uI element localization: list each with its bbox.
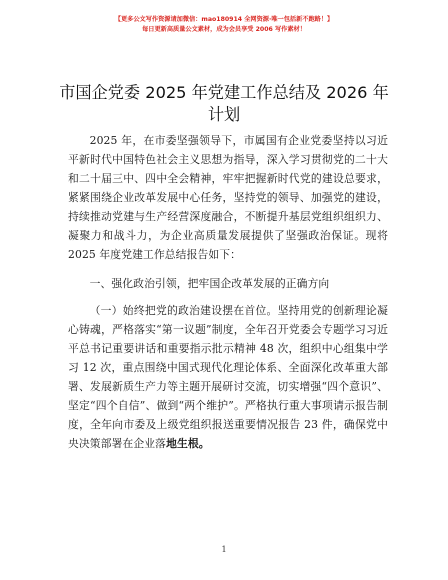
subsection-1-text: 坚持用党的创新理论凝心铸魂，严格落实“第一议题”制度，全年召开党委会专题学习习近平总书记重要讲话和重要指示批示精神 48 次，组织中心组集中学习 12 次，重点围绕中国式现代化理论体系、全面深化改革重大部署、发展新质生产力等主题开展研讨交流，切实增强“四个意识”、坚定“四个自信”、做到“两个维护”。严格执行重大事项请示报告制度，全年向市委及上级党组织报送重要情况报告 23 件，确保党中央决策部署在企业落 — [68, 304, 388, 450]
intro-paragraph: 2025 年，在市委坚强领导下，市属国有企业党委坚持以习近平新时代中国特色社会主义思想为指导，深入学习贯彻党的二十大和二十届三中、四中全会精神，牢牢把握新时代党的建设总要求，紧紧围绕企业改革发展中心任务，坚持党的领导、加强党的建设，持续推动党建与生产经营深度融合，不断提升基层党组织组织力、凝聚力和战斗力，为企业高质量发展提供了坚强政治保证。现将 2025 年度党建工作总结报告如下： — [68, 134, 388, 261]
document-title: 市国企党委 2025 年党建工作总结及 2026 年计划 — [59, 83, 389, 124]
subsection-1-text-end: 地生根。 — [166, 437, 210, 450]
promo-banner-line-2: 每日更新高质量公文素材，成为会员享受 2006 写作素材！ — [142, 26, 306, 33]
document-body — [68, 131, 388, 453]
subsection-1-paragraph — [68, 301, 388, 453]
section-1-heading: 一、强化政治引领，把牢国企改革发展的正确方向 — [89, 277, 330, 290]
subsection-1-heading: （一）始终把党的政治建设摆在首位。 — [89, 304, 278, 317]
promo-banner-line-1: 【更多公文写作资源请加微信：mao180914 全网资源·唯一包括新不跑路！】 — [114, 16, 334, 23]
page-number: 1 — [221, 545, 227, 554]
